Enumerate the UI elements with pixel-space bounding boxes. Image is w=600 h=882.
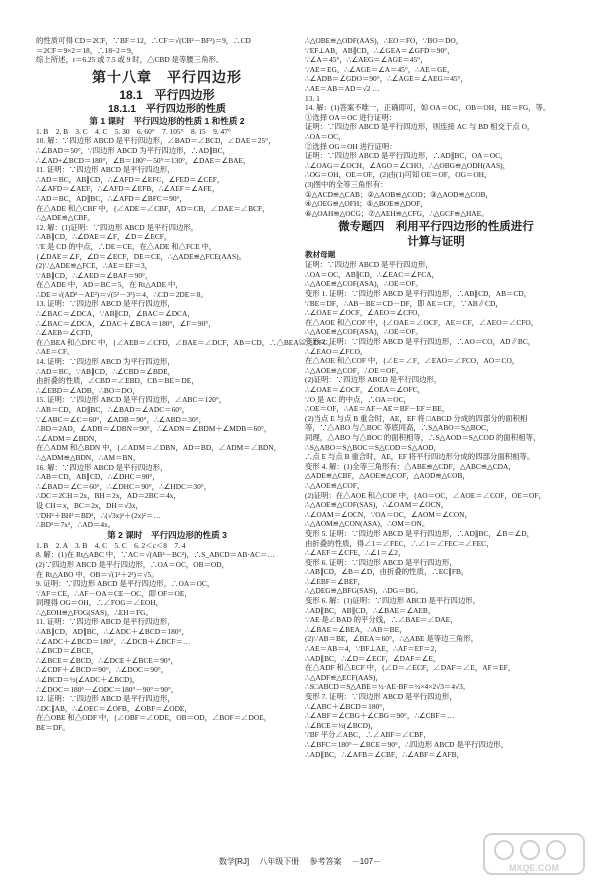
- answer-line: ∴S△ABO＝S△BOC＝S△COD＝S△AOD，: [305, 442, 441, 452]
- answer-line: 1. B 2. B 3. C 4. C 5. 30 6. 60° 7. 105° 8. 15 9. 47°: [36, 126, 231, 136]
- answer-line: ∴∠CDF＋∠BCD＝90°，∴∠DOC＝90°，: [36, 665, 169, 675]
- answer-line: 变形 4. 解：(1)全等三角形有：△ABE≌△CDF，△ABC≌△CDA，: [305, 461, 516, 471]
- answer-line: ∵AE 是∠BAD 的平分线，∴∠BAE＝∠DAE，: [305, 615, 458, 625]
- answer-line: 14. 解：(1)答案不唯一，正确即可，如 OA＝OC，OB＝OH，HE＝FG，等。: [305, 103, 551, 113]
- answer-line: (2)∵AB＝BE，∠BEA＝60°，∴△ABE 是等边三角形，: [305, 634, 479, 644]
- answer-line: ∵O 是 AC 的中点，∴OA＝OC，: [305, 394, 411, 404]
- answer-line: 8. 解：(1)在 Rt△ABC 中，∵AC＝√(AB²－BC²)，∴S_ABCD＝AB·AC＝…: [36, 550, 275, 560]
- answer-line: ∴DE＝√(AD²－AE²)＝√(5²－3²)＝4，∴CD＝2DE＝8。: [36, 289, 208, 299]
- answer-line: (2)∵△ADE≌△FCE，∴AE＝EF＝3，: [36, 261, 153, 271]
- answer-line: 16. 解：∵四边形 ABCD 是平行四边形，: [36, 462, 168, 472]
- answer-line: ∴∠AFD＝∠AEF，∴∠AFD＝∠EFB，∴∠AEF＝∠AFE，: [36, 184, 220, 194]
- answer-line: ⑥△OAH≌△OCG；⑦△AEH≌△CFG，∴△GCF≌△HAE。: [305, 208, 489, 218]
- answer-line: 证明：∵四边形 ABCD 是平行四边形，∴AD∥BC，OA＝OC，: [305, 151, 508, 161]
- answer-line: ∴∠ADB＝∠GDO＝90°，∴∠AGE＝∠AEG＝45°，: [305, 74, 468, 84]
- answer-line: ④△OEG≌△OFH；⑤△BOE≌△DOF，: [305, 199, 428, 209]
- answer-line: ∴△OBE≌△ODF(AAS)，∴EO＝FO，∵BO＝DO，: [305, 36, 464, 45]
- answer-line: ∴OA＝OC，: [305, 131, 346, 141]
- answer-line: ∴△AOE≌△COF(ASA)，∴OE＝OF。: [305, 327, 423, 337]
- answer-line: ∴AB＝CD，AD∥BC，∴∠BAD＝∠ADC＝60°，: [36, 405, 190, 414]
- answer-line: 综上所述，t＝6.25 或 7.5 或 9 时，△CBD 是等腰三角形。: [36, 55, 224, 65]
- answer-line: 13. 证明：∵四边形 ABCD 是平行四边形，: [36, 299, 175, 309]
- answer-line: 在△ADE 和△CBF 中，{∠ADE＝∠CBF，AD＝CB，∠DAE＝∠BCF，: [36, 203, 270, 213]
- footer-subject: 数学[RJ]: [218, 857, 250, 866]
- answer-line: ∵AB∥CD，∴∠AED＝∠BAF＝90°，: [36, 270, 153, 280]
- answer-line: ∴∠BAE＝∠BEA，∴AB＝BE，: [305, 624, 407, 634]
- lesson-heading: 第 2 课时 平行四边形的性质 3: [107, 529, 227, 540]
- answer-line: ∴∠BFC＝180°－∠BCE＝90°，∴四边形 ABCD 是平行四边形，: [305, 739, 509, 749]
- answer-line: ∴S□ABCD＝S△ABE＝½·AE·BF＝½×4×2√3＝4√3。: [305, 682, 471, 692]
- answer-line: ∴AD∥BC，∴∠AFB＝∠CBF，∴∠ABF＝∠AFB，: [305, 749, 464, 759]
- answer-line: ∴∠AEB＝∠CFD，: [36, 328, 98, 338]
- answer-line: ②选择 OG＝OH 进行证明：: [305, 141, 397, 151]
- answer-line: △ADE≌△CBF，△AOE≌△COF，△AOD≌△COB，: [305, 471, 470, 481]
- answer-line: ∴∠OAG＝∠OCH，∠AGO＝∠CHO，∴△OBG≌△ODH(AAS)，: [305, 160, 510, 170]
- subsection-heading: 18.1.1 平行四边形的性质: [108, 103, 226, 115]
- answer-line: ∴∠ADC＋∠BCD＝180°，∴∠DCB＋∠BCF＝…: [36, 636, 191, 646]
- answer-line: ∴∠OAE＝∠OCF，∠AEO＝∠CFO，: [305, 308, 425, 318]
- answer-line: 证明：∵四边形 ABCD 是平行四边形，: [305, 260, 433, 270]
- intro-text: [36, 36, 298, 65]
- answer-line: ∴DC∥AB，∴∠OEC＝∠OFB，∠OBF＝∠ODE，: [36, 703, 192, 713]
- answer-line: 变形 1. 证明：∵四边形 ABCD 是平行四边形，∴AB∥CD，AB＝CD，: [305, 289, 532, 299]
- answer-line: ∴OG＝OH，OE＝OF，(2)由(1)可知 OE＝OF，OG＝OH，: [305, 170, 492, 180]
- lesson-heading: 第 1 课时 平行四边形的性质 1 和性质 2: [89, 115, 245, 126]
- special-topic-line: 计算与证明: [407, 236, 465, 249]
- answer-line: ①选择 OA＝OC 进行证明：: [305, 112, 397, 122]
- answer-line: ∴AE＝AB＝AD＝√2 …: [305, 83, 380, 93]
- answer-line: 1. B 2. A 3. B 4. C 5. C 6. 2＜c＜8 7. 4: [36, 540, 186, 550]
- answer-line: ∴∠BAC＝∠DCA，∵AB∥CD，∠BAC＝∠DCA，: [36, 309, 195, 319]
- answer-line: ∴△AOE≌△COF，∴OE＝OF。: [305, 365, 404, 375]
- answer-line: ∴BD²＝7x²，∴AD＝4x。: [36, 520, 116, 530]
- answer-line: 在△ADM 和△BDN 中，{∠ADM＝∠DBN，AD＝BD，∠ADM＝∠BDN，: [36, 443, 281, 453]
- answer-line: 12. 解：(1)证明：∵四边形 ABCD 是平行四边形，: [36, 222, 199, 232]
- answer-line: 在 Rt△ABO 中，OB＝√(1²＋2²)＝√5。: [36, 569, 159, 579]
- answer-line: ∴∠OAM＝∠OCN，∵OA＝OC，∠AOM＝∠CON，: [305, 509, 472, 519]
- answer-line: ∴AD＝BC，∵AB∥CD，∴∠CBD＝∠BDE，: [36, 366, 176, 376]
- answer-line: 证明：∵四边形 ABCD 是平行四边形，则连接 AC 与 BD 相交于点 O，: [305, 122, 535, 132]
- answer-line: 设 CH＝x，BC＝2x，DH＝√3x，: [36, 500, 143, 510]
- answer-line: ∴∠ABC＋∠BCD＝180°，: [305, 701, 390, 711]
- answer-line: 12. 证明：∵四边形 ABCD 是平行四边形，: [36, 694, 175, 704]
- answer-line: ∴∠BAD＝∠C＝60°，∴∠DHC＝90°，∴∠HDC＝30°，: [36, 481, 212, 491]
- answer-line: ∴DC＝2CH＝2x，BH＝2x，AD＝2BC＝4x，: [36, 491, 181, 501]
- answer-line: 在△ADF 和△ECF 中，{∠D＝∠ECF，∠DAF＝∠E，AF＝EF，: [305, 663, 516, 673]
- answer-line: 在△AOE 和△COF 中，{∠OAE＝∠OCF，AE＝CF，∠AEO＝∠CFO，: [305, 317, 539, 327]
- answer-block: [305, 36, 567, 218]
- answer-line: ∴△AOE≌△COF(SAS)，∴∠OAM＝∠OCN，: [305, 500, 449, 510]
- answer-line: ∴∠OAE＝∠OCF，∠OEA＝∠OFC，: [305, 385, 425, 394]
- footer-label: 参考答案: [309, 857, 342, 866]
- answer-line: ∴OA＝OC，AB∥CD，∴∠EAC＝∠FCA，: [305, 269, 439, 279]
- answer-line: ∴AD∥BC，∴∠D＝∠ECF，∠DAF＝∠E，: [305, 653, 441, 663]
- answer-line: ∴∠AEF＝∠CFE，∴∠1＝∠2，: [305, 548, 406, 558]
- watermark-logo: [482, 832, 586, 876]
- answer-line: 由折叠的性质，得∠1＝∠FEC，∴∠1＝∠FEC＝∠FEC，: [305, 538, 494, 548]
- answer-line: 11. 证明：∵四边形 ABCD 是平行四边形，: [36, 617, 175, 627]
- answer-line: ∴AE＝AB＝4，∵BF⊥AE，∴AF＝EF＝2，: [305, 644, 442, 654]
- answer-line: (3)图中的全等三角形有：: [305, 179, 388, 189]
- answer-line: ∴∠BAD＝50°，∵四边形 ABCD 为平行四边形，∴AD∥BC，: [36, 145, 230, 155]
- answer-line: 11. 证明：∵四边形 ABCD 是平行四边形，: [36, 165, 175, 175]
- answer-line: 变形 5. 证明：∵四边形 ABCD 是平行四边形，∴AD∥BC，∠B＝∠D，: [305, 528, 535, 538]
- answer-line: ∴∠AD+∠BCD＝180°，∠B＝180°－50°＝130°，∠DAE＝∠BAE，: [36, 155, 251, 165]
- answer-line: 10. 解：∵四边形 ABCD 是平行四边形，∠BAD＝∠BCD，∠DAE＝25°，: [36, 136, 276, 146]
- answer-line: 等，∵△ABO 与△BOC 等底同高，∴S△ABO＝S△BOC，: [305, 423, 494, 433]
- answer-line: ∴AD＝BC，AB∥CD，∴∠AFD＝∠EFC，∠FED＝∠CEF，: [36, 174, 225, 184]
- answer-line: 13. 1: [305, 93, 320, 103]
- answer-line: (2)证明：在△AOE 和△COF 中，{AO＝OC，∠AOE＝∠COF，OE＝OF，: [305, 490, 546, 500]
- answer-line: 变形 6. 解：(1)证明：∵四边形 ABCD 是平行四边形，: [305, 596, 481, 606]
- answer-line: ∴AB＝CD，AB∥CD，∴∠DHC＝90°，: [36, 472, 160, 482]
- answer-line: ∴∠BCD＝∠BCE，: [36, 646, 99, 656]
- answer-line: ∴△EOH≌△FOG(SAS)，∴EH＝FG。: [36, 607, 153, 617]
- answer-line: ∴∠BAC＝∠DCA，∠DAC＋∠BCA＝180°，∠F＝90°，: [36, 318, 216, 328]
- answer-line: 在△AOE 和△COF 中，{∠E＝∠F，∠EAO＝∠FCO，AO＝CO，: [305, 356, 520, 366]
- answer-line: ∵EF⊥AB，AB∥CD，∴∠GEA＝∠GFD＝90°，: [305, 45, 455, 55]
- answer-line: ∵AF＝CE，∴AF－OA＝CE－OC，即 OF＝OE，: [36, 588, 192, 598]
- answer-block: [36, 541, 298, 733]
- special-topic-heading: [305, 220, 567, 250]
- answer-line: ∵AE＝EG，∴∠AGE＝∠A＝45°，∴AE＝GE，: [305, 64, 455, 74]
- answer-line: 在△OBE 和△ODF 中，{∠OBF＝∠ODE，OB＝OD，∠BOF＝∠DOE，: [36, 713, 272, 723]
- answer-line: ∴∠DOC＝180°－∠ODC＝180°－90°＝90°，: [36, 684, 179, 694]
- answer-line: ∴△AOE≌△COF，: [305, 480, 365, 490]
- answer-line: 14. 证明：∵四边形 ABCD 为平行四边形，: [36, 357, 175, 367]
- answer-line: ∴∠EAO＝∠FCO，: [305, 346, 368, 356]
- answer-line: ∴BD＝2AD，∠ADB＝∠DBN＝90°，∴∠ADN＝∠BDM＋∠MDB＝60°，: [36, 424, 272, 434]
- answer-line: BE＝DF。: [36, 723, 70, 732]
- answer-line: ∴AB∥CD，AD∥BC，∴∠ADC＋∠BCD＝180°，: [36, 627, 189, 637]
- answer-line: ①△ACD≌△CAB；②△AOB≌△COD；③△AOD≌△COB，: [305, 189, 493, 199]
- answer-line: 15. 证明：∵四边形 ABCD 是平行四边形，∠ABC＝120°，: [36, 395, 227, 405]
- answer-line: ∴OE＝OF，∴AE＝AF－AE＝BF－EF＝BE，: [305, 404, 450, 414]
- section-heading: 18.1 平行四边形: [119, 87, 215, 102]
- answer-line: {∠DAE＝∠F，∠D＝∠ECF，DE＝CE，∴△ADE≌△FCE(AAS)。: [36, 251, 246, 261]
- answer-line: ∴AD＝BC，AD∥BC，∴∠AFD＝∠BFC＝90°，: [36, 193, 187, 203]
- answer-line: 由折叠的性质，∠CBD＝∠EBD，CB＝BE＝DE，: [36, 376, 199, 386]
- answer-line: ＝2CF＝9×2＝18，∴18÷2＝9，: [36, 45, 139, 55]
- answer-line: 变形 2. 证明：∵四边形 ABCD 是平行四边形，∴AO＝CO，AD∥BC，: [305, 337, 536, 347]
- answer-line: 同理，△ABO 与△BOC 的面积相等，∴S△AOD＝S△COD 的面积相等，: [305, 432, 541, 442]
- answer-line: 9. 证明：∵四边形 ABCD 是平行四边形，∴OA＝OC，: [36, 579, 215, 589]
- answer-line: ∴∠BCD＝½(∠ADC＋∠BCD)，: [36, 675, 140, 685]
- answer-line: ∵∠ABC＝∠C＝60°，∠ADB＝90°，∴∠ABD＝30°，: [36, 414, 207, 424]
- watermark-text: MXQE.COM: [508, 863, 560, 873]
- answer-line: ∴∠BCE＝½(∠BCD)，: [305, 720, 378, 730]
- answer-line: ∴点 E 与点 B 重合时，AE，EF 将平行四边形分成的四部分面积相等。: [305, 452, 535, 462]
- answer-block: [305, 260, 567, 759]
- answer-line: ∴△ADF≌△ECF(AAS)，: [305, 672, 383, 682]
- footer-grade: 八年级下册: [259, 857, 300, 866]
- chapter-heading: 第十八章 平行四边形: [92, 68, 242, 85]
- special-topic-line: 微专题四 利用平行四边形的性质进行: [338, 221, 534, 234]
- answer-line: ∴AD∥BC，AB∥CD，∴∠BAE＝∠AEB，: [305, 605, 436, 615]
- footer-page-number: －107－: [351, 857, 382, 866]
- answer-line: ∴∠EBF＝∠BEF，: [305, 576, 365, 586]
- answer-line: ∴∠EBD＝∠ADB，∴BO＝DO，: [36, 385, 140, 395]
- answer-line: ∴AE＝CF。: [36, 347, 75, 357]
- answer-line: ∴∠BCE＝∠BCD，∴∠DCE＋∠BCE＝90°，: [36, 655, 178, 665]
- textbook-problem-tag: 教材母题: [305, 250, 336, 260]
- answer-line: 在△ADE 中，AD＝BC＝5，在 Rt△ADE 中，: [36, 280, 183, 290]
- answer-line: 在△BEA 和△DFC 中，{∠AEB＝∠CFD，∠BAE＝∠DCF，AB＝CD，∴△BEA≌△DFC，: [36, 337, 336, 347]
- answer-line: ∴△AOM≌△CON(ASA)，∴OM＝ON。: [305, 519, 430, 529]
- answer-line: (2)∵四边形 ABCD 是平行四边形，∴OA＝OC，OB＝OD，: [36, 559, 229, 569]
- answer-line: ∴AB∥CD，∴∠DAE＝∠F，∠D＝∠ECF，: [36, 232, 172, 242]
- right-column: [305, 36, 567, 844]
- answer-line: 变形 7. 证明：∵四边形 ABCD 是平行四边形，: [305, 692, 457, 701]
- answer-line: ∴∠ADM＝∠BDN，: [36, 433, 102, 443]
- answer-line: 变形 6. 证明：∵四边形 ABCD 是平行四边形，: [305, 557, 457, 567]
- answer-line: ∴△ADE≌△CBF。: [36, 213, 95, 223]
- answer-line: ∵BE＝DF，∴AB－BE＝CD－DF，即 AE＝CF，∵AB∥CD，: [305, 298, 503, 308]
- answer-line: ∴△ADM≌△BDN，∴AM＝BN。: [36, 452, 141, 462]
- answer-line: ∴AB∥CD，∠B＝∠D，由折叠的性质，∴EC∥FB，: [305, 567, 469, 577]
- answer-line: ∵E 是 CD 的中点，∴DE＝CE，在△ADE 和△FCE 中，: [36, 241, 217, 251]
- answer-line: (2)证明：∵四边形 ABCD 是平行四边形，: [305, 375, 442, 385]
- answer-line: (2)当点 E 与点 B 重合时，AE，EF 将 □ABCD 分成的四部分的面积相: [305, 413, 528, 423]
- answer-line: ∴△DEG≌△BFG(SAS)，∴DG＝BG。: [305, 586, 424, 596]
- answer-line: 的性质可得 CD＝2CF，∵BF＝12，∴CF＝√(CB²－BF²)＝9，∴CD: [36, 36, 251, 45]
- answer-line: 同理得 OG＝OH，∴∠FOG＝∠EOH，: [36, 598, 164, 608]
- answer-line: ∵BF 平分∠ABC，∴∠ABF＝∠CBF，: [305, 730, 431, 740]
- answer-line: ∵∠A＝45°，∴∠AEG＝∠AGE＝45°，: [305, 55, 428, 65]
- answer-line: ∵DH²＋BH²＝BD²，∴(√3x)²＋(2x)²＝…: [36, 510, 161, 520]
- answer-line: ∴∠ABF＝∠CBG＋∠CBG＝90°，∴∠CBF＝…: [305, 711, 455, 721]
- answer-line: ∴△AOE≌△COF(ASA)，∴OE＝OF。: [305, 279, 423, 289]
